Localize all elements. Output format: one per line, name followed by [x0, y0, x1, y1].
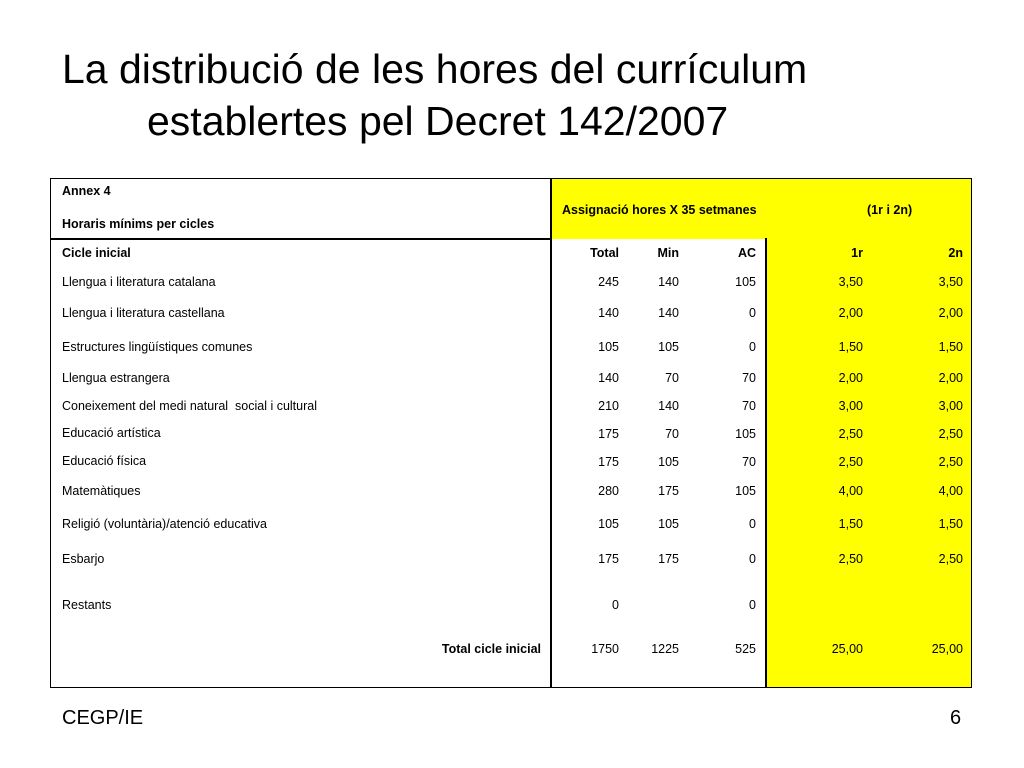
value-ac: 0 — [749, 517, 756, 531]
table-subtitle: Horaris mínims per cicles — [62, 217, 215, 231]
subject-name: Educació artística — [62, 426, 161, 440]
value-ac: 105 — [735, 275, 756, 289]
value-total: 0 — [612, 598, 619, 612]
value-2n: 3,50 — [938, 275, 963, 289]
value-1r: 1,50 — [838, 340, 863, 354]
assignment-label: Assignació hores X 35 setmanes — [562, 203, 757, 217]
total-label: Total cicle inicial — [441, 642, 541, 656]
header-2n: 2n — [948, 246, 963, 260]
value-min: 70 — [665, 427, 679, 441]
divider-header — [51, 238, 551, 240]
subject-name: Llengua i literatura castellana — [62, 306, 225, 320]
title-line-2: establertes pel Decret 142/2007 — [147, 98, 729, 144]
value-min: 70 — [665, 371, 679, 385]
value-1r: 2,50 — [838, 427, 863, 441]
value-total: 175 — [598, 552, 619, 566]
value-2n: 4,00 — [938, 484, 963, 498]
value-1r: 2,00 — [838, 306, 863, 320]
value-min: 140 — [658, 399, 679, 413]
subject-name: Llengua i literatura catalana — [62, 275, 216, 289]
subject-name: Coneixement del medi natural social i cultural — [62, 399, 317, 413]
value-2n: 2,50 — [938, 552, 963, 566]
value-1r: 2,00 — [838, 371, 863, 385]
value-ac: 0 — [749, 306, 756, 320]
value-2n: 2,50 — [938, 455, 963, 469]
value-1r: 1,50 — [838, 517, 863, 531]
header-cycle: Cicle inicial — [62, 246, 131, 260]
value-2n: 2,00 — [938, 306, 963, 320]
hours-table — [50, 178, 972, 688]
value-total: 210 — [598, 399, 619, 413]
header-total: Total — [590, 246, 619, 260]
assignment-years: (1r i 2n) — [867, 203, 913, 217]
total-value-ac: 525 — [735, 642, 756, 656]
total-value-2n: 25,00 — [931, 642, 963, 656]
divider-years — [765, 238, 767, 687]
value-2n: 2,50 — [938, 427, 963, 441]
footer-left: CEGP/IE — [62, 707, 144, 729]
subject-name: Religió (voluntària)/atenció educativa — [62, 517, 267, 531]
value-ac: 70 — [742, 371, 756, 385]
value-total: 105 — [598, 517, 619, 531]
value-2n: 1,50 — [938, 340, 963, 354]
value-ac: 105 — [735, 484, 756, 498]
value-min: 140 — [658, 275, 679, 289]
value-min: 105 — [658, 517, 679, 531]
page-number: 6 — [950, 707, 962, 729]
value-1r: 2,50 — [838, 455, 863, 469]
value-ac: 0 — [749, 552, 756, 566]
value-ac: 105 — [735, 427, 756, 441]
value-ac: 70 — [742, 455, 756, 469]
value-2n: 1,50 — [938, 517, 963, 531]
value-1r: 3,50 — [838, 275, 863, 289]
title-line-1: La distribució de les hores del currículum — [62, 46, 808, 92]
subject-name: Educació física — [62, 454, 147, 468]
value-min: 105 — [658, 455, 679, 469]
subject-name: Restants — [62, 598, 112, 612]
value-ac: 70 — [742, 399, 756, 413]
annex-label: Annex 4 — [62, 184, 111, 198]
value-min: 175 — [658, 484, 679, 498]
total-value-min: 1225 — [651, 642, 679, 656]
value-1r: 3,00 — [838, 399, 863, 413]
value-2n: 2,00 — [938, 371, 963, 385]
subject-name: Esbarjo — [62, 552, 105, 566]
value-total: 280 — [598, 484, 619, 498]
value-min: 105 — [658, 340, 679, 354]
value-total: 175 — [598, 455, 619, 469]
value-total: 175 — [598, 427, 619, 441]
value-total: 245 — [598, 275, 619, 289]
subject-name: Matemàtiques — [62, 484, 141, 498]
divider-names — [550, 179, 552, 687]
header-ac: AC — [737, 246, 756, 260]
value-total: 140 — [598, 371, 619, 385]
value-2n: 3,00 — [938, 399, 963, 413]
value-total: 140 — [598, 306, 619, 320]
header-1r: 1r — [851, 246, 863, 260]
value-ac: 0 — [749, 598, 756, 612]
total-value-total: 1750 — [591, 642, 619, 656]
subject-name: Estructures lingüístiques comunes — [62, 340, 253, 354]
value-1r: 4,00 — [838, 484, 863, 498]
value-1r: 2,50 — [838, 552, 863, 566]
value-min: 140 — [658, 306, 679, 320]
value-min: 175 — [658, 552, 679, 566]
header-min: Min — [657, 246, 679, 260]
total-value-1r: 25,00 — [831, 642, 863, 656]
value-ac: 0 — [749, 340, 756, 354]
value-total: 105 — [598, 340, 619, 354]
subject-name: Llengua estrangera — [62, 371, 170, 385]
